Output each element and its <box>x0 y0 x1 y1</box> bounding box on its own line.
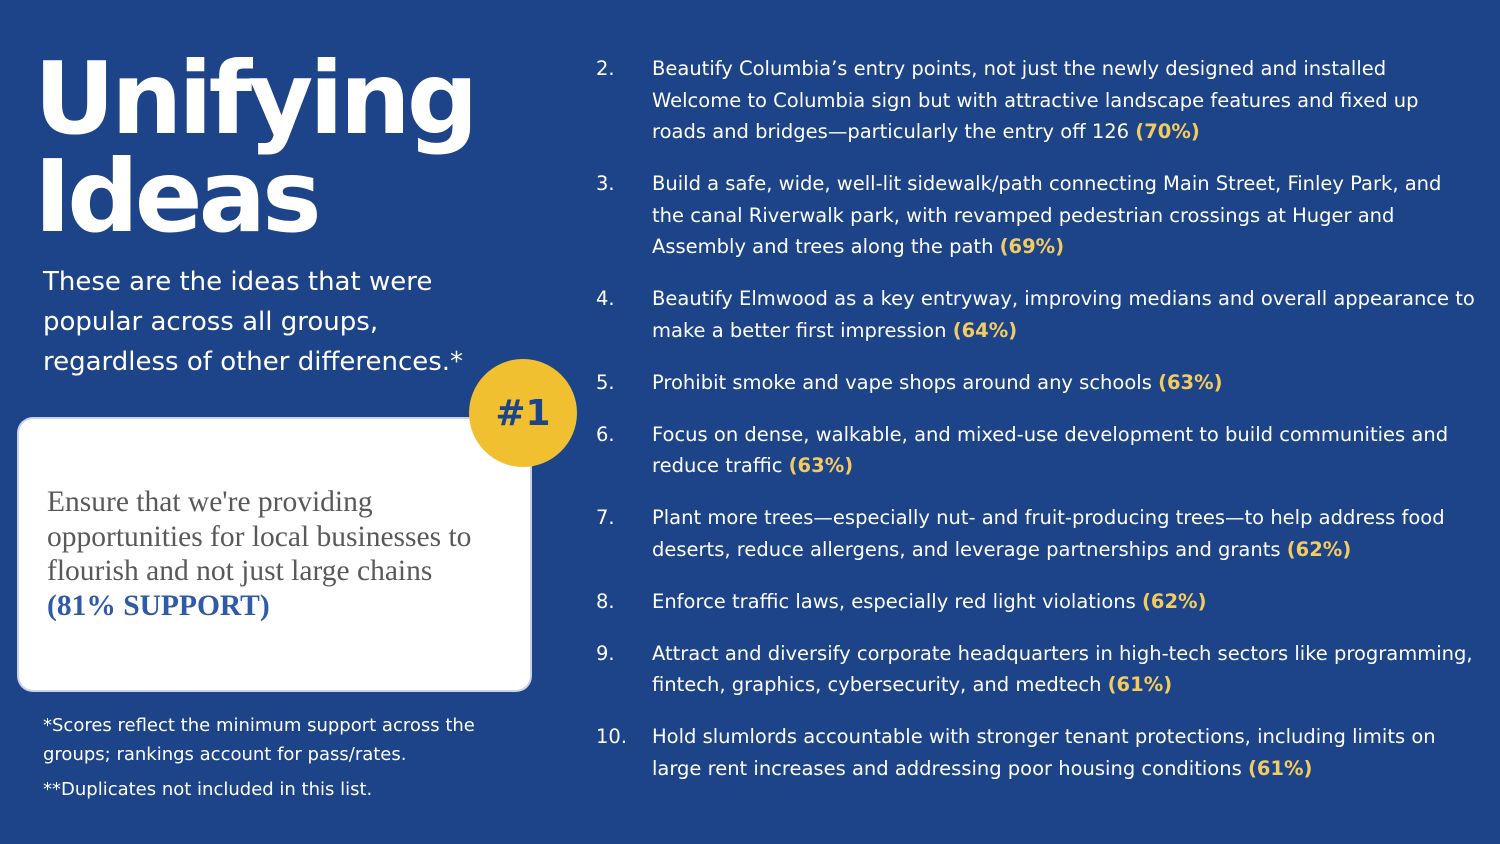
idea-description: Focus on dense, walkable, and mixed-use development to build communities and reduce traffic <box>652 422 1449 477</box>
idea-description: Beautify Elmwood as a key entryway, improving medians and overall appearance to make a better first impression <box>652 287 1475 342</box>
idea-number: 8. <box>596 589 615 613</box>
idea-number: 10. <box>596 725 628 748</box>
idea-number: 5. <box>596 370 615 394</box>
idea-number: 3. <box>596 172 615 195</box>
footnote-duplicates: **Duplicates not included in this list. <box>43 779 373 800</box>
idea-number: 7. <box>596 506 615 529</box>
idea-number: 4. <box>596 287 615 310</box>
idea-number: 2. <box>596 57 615 80</box>
idea-percent: (62%) <box>1286 537 1352 561</box>
idea-percent: (63%) <box>1158 370 1223 394</box>
idea-description: Beautify Columbia’s entry points, not just the newly designed and installed Welcome to Columbia sign but with attractive landscape features and fixed up roads and bridges—particularly the entry off 126 <box>652 57 1419 143</box>
idea-text <box>652 586 1476 618</box>
idea-percent: (62%) <box>1141 589 1207 613</box>
idea-item <box>576 721 1476 784</box>
page-title-line-2: Ideas <box>34 138 318 255</box>
featured-idea-support: (81% SUPPORT) <box>47 589 270 622</box>
idea-percent: (69%) <box>999 235 1065 258</box>
idea-text <box>652 638 1476 701</box>
idea-item <box>576 638 1476 701</box>
idea-number: 6. <box>596 422 615 446</box>
page-title-line-1: Unifying <box>34 40 475 157</box>
idea-number: 9. <box>596 641 615 665</box>
idea-item <box>576 502 1476 565</box>
page-subtitle: These are the ideas that were popular across all groups, regardless of other differences.* <box>43 267 464 377</box>
idea-description: Enforce traffic laws, especially red light violations <box>652 589 1136 613</box>
idea-text <box>652 53 1476 148</box>
idea-description: Hold slumlords accountable with stronger tenant protections, including limits on large rent increases and addressing poor housing conditions <box>652 725 1436 780</box>
idea-item <box>576 586 1476 618</box>
idea-description: Prohibit smoke and vape shops around any schools <box>652 370 1152 394</box>
idea-text <box>652 283 1476 346</box>
idea-percent: (70%) <box>1135 120 1200 143</box>
rank-badge: #1 <box>469 359 577 467</box>
featured-idea-description: Ensure that we're providing opportunities for local businesses to flourish and not just large chains <box>47 486 472 587</box>
idea-item <box>576 367 1476 399</box>
idea-item <box>576 419 1476 482</box>
idea-description: Build a safe, wide, well-lit sidewalk/path connecting Main Street, Finley Park, and the canal Riverwalk park, with revamped pedestrian crossings at Huger and Assembly and trees along the path <box>652 172 1442 258</box>
idea-text <box>652 419 1476 482</box>
featured-idea-text <box>47 485 507 623</box>
idea-item <box>576 168 1476 263</box>
idea-text <box>652 168 1476 263</box>
idea-text <box>652 367 1476 399</box>
ideas-list <box>576 53 1476 805</box>
page-title <box>34 40 475 255</box>
idea-percent: (61%) <box>1107 673 1173 696</box>
idea-text <box>652 721 1476 784</box>
footnotes <box>43 711 513 804</box>
idea-percent: (64%) <box>952 318 1018 342</box>
idea-item <box>576 283 1476 346</box>
idea-description: Attract and diversify corporate headquarters in high-tech sectors like programming, fintech, graphics, cybersecurity, and medtech <box>652 641 1473 696</box>
idea-description: Plant more trees—especially nut- and fruit-producing trees—to help address food deserts, reduce allergens, and leverage partnerships and grants <box>652 506 1445 561</box>
idea-percent: (63%) <box>788 454 854 477</box>
featured-idea-card <box>19 419 530 690</box>
footnote-scores: *Scores reflect the minimum support across the groups; rankings account for pass/rates. <box>43 715 475 765</box>
idea-item <box>576 53 1476 148</box>
idea-percent: (61%) <box>1247 756 1313 780</box>
idea-text <box>652 502 1476 565</box>
